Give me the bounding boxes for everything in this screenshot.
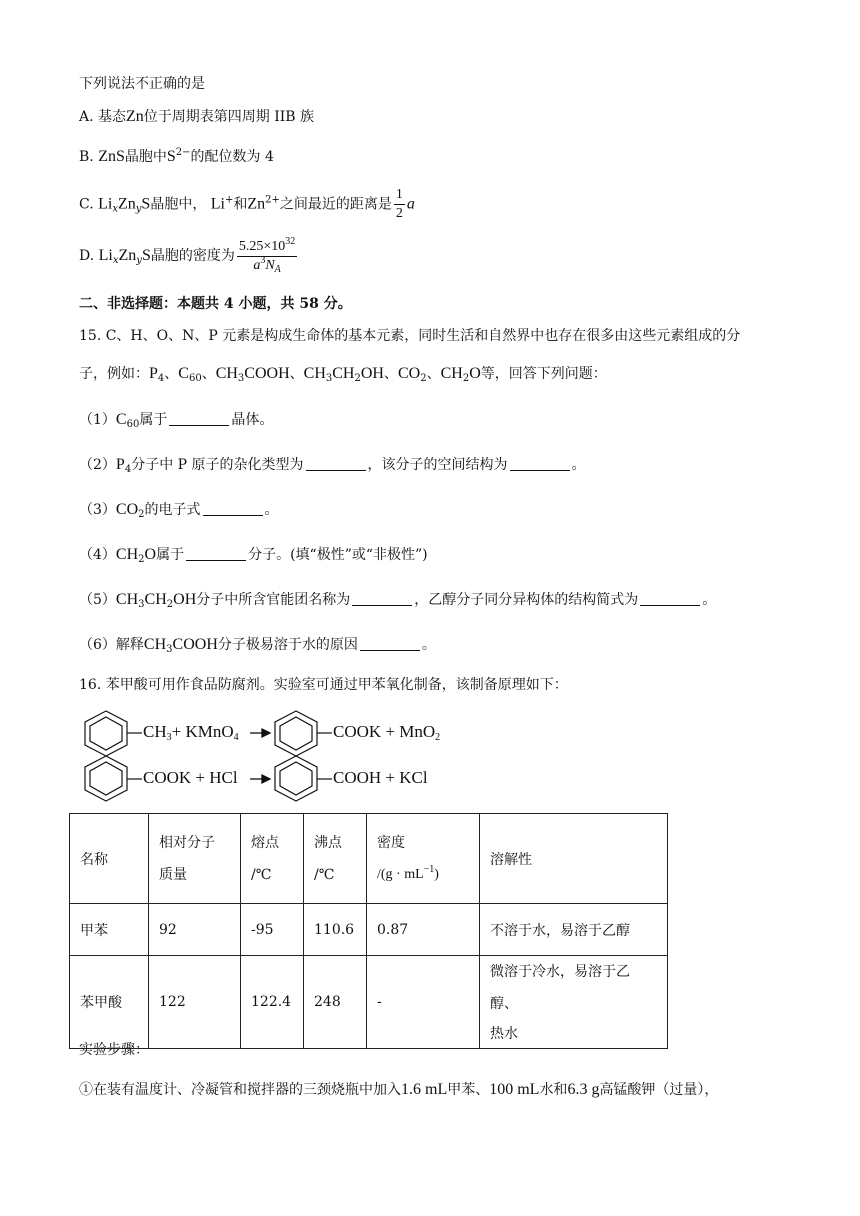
step-1: ①在装有温度计、冷凝管和搅拌器的三颈烧瓶中加入1.6 mL甲苯、100 mL水和6.3 g高锰酸钾（过量）， <box>79 1081 719 1098</box>
answer-blank[interactable] <box>510 456 570 471</box>
table-row <box>70 956 668 1049</box>
answer-blank[interactable] <box>186 546 246 561</box>
cell-density: - <box>367 956 480 1049</box>
reaction2-reactant-text: COOK + HCl <box>143 768 238 787</box>
steps-title: 实验步骤： <box>79 1042 149 1058</box>
q14-option-b: B. ZnS晶胞中$S^{2-}$的配位数为 4 <box>79 147 274 165</box>
table-header-row <box>70 814 668 904</box>
q15-line1: 15. C、H、O、N、P 元素是构成生命体的基本元素，同时生活和自然界中也存在很多由这些元素组成的分 <box>79 328 741 344</box>
properties-table <box>69 813 668 1049</box>
q14-option-d: D. $Li_xZn_yS$晶胞的密度为 $\frac{5.25\times 10^{32}}{a^3N_A}$ <box>79 235 296 275</box>
q15-part3: $(3)CO_2$的电子式 。 <box>79 501 279 520</box>
cell-solubility: 不溶于水，易溶于乙醇 <box>480 904 668 956</box>
header-name: 名称 <box>70 814 149 904</box>
reaction2-product-text: COOH + KCl <box>333 768 428 787</box>
benzene-ring-icon <box>275 711 317 756</box>
cell-bp: 110.6 <box>304 904 367 956</box>
cell-name: 苯甲酸 <box>70 956 149 1049</box>
arrow-icon <box>250 775 270 783</box>
q14-intro: 下列说法不正确的是 <box>79 76 205 92</box>
benzene-ring-icon <box>85 711 127 756</box>
fraction-half: $\frac{1}{2}$ <box>395 187 403 221</box>
answer-blank[interactable] <box>169 411 229 426</box>
header-boiling-point: 沸点 /℃ <box>304 814 367 904</box>
cell-solubility: 微溶于冷水，易溶于乙醇、 热水 <box>480 956 668 1049</box>
q16-intro: 16. 苯甲酸可用作食品防腐剂。实验室可通过甲苯氧化制备，该制备原理如下： <box>79 677 568 693</box>
reaction1-reactant-text: $CH_3+$ KMnO$_4$ <box>143 722 239 743</box>
q15-part4: $(4)CH_2O$属于 分子。(填“极性”或“非极性”) <box>79 546 428 565</box>
answer-blank[interactable] <box>640 591 700 606</box>
header-solubility: 溶解性 <box>480 814 668 904</box>
cell-mw: 122 <box>149 956 241 1049</box>
q15-part6: （6）解释$CH_3COOH$分子极易溶于水的原因 。 <box>79 636 436 655</box>
benzene-ring-icon <box>275 756 317 801</box>
header-melting-point: 熔点 /℃ <box>241 814 304 904</box>
q15-part5: $(5)CH_3CH_2OH$分子中所含官能团名称为 ，乙醇分子同分异构体的结构简式为 。 <box>79 591 717 610</box>
cell-density: 0.87 <box>367 904 480 956</box>
answer-blank[interactable] <box>306 456 366 471</box>
header-density: 密度 $/(g \cdot mL^{-1})$ <box>367 814 480 904</box>
cell-name: 甲苯 <box>70 904 149 956</box>
q15-part2: $(2)P_4$分子中 P 原子的杂化类型为 ，该分子的空间结构为 。 <box>79 456 586 475</box>
cell-bp: 248 <box>304 956 367 1049</box>
q14-option-a: A. 基态Zn位于周期表第四周期 IIB 族 <box>79 108 315 125</box>
reaction1-product-text: COOK + MnO$_2$ <box>333 722 441 743</box>
cell-mp: 122.4 <box>241 956 304 1049</box>
header-molecular-weight: 相对分子 质量 <box>149 814 241 904</box>
cell-mw: 92 <box>149 904 241 956</box>
q15-part1: $(1)C_{60}$属于 晶体。 <box>79 411 274 430</box>
table-row <box>70 904 668 956</box>
section-heading: 二、非选择题：本题共 4 小题，共 58 分。 <box>79 296 352 312</box>
answer-blank[interactable] <box>360 636 420 651</box>
arrow-icon <box>250 729 270 737</box>
cell-mp: -95 <box>241 904 304 956</box>
benzene-ring-icon <box>85 756 127 801</box>
q14-option-c: C. $Li_xZn_yS$晶胞中， Li+和$Zn^{2+}$之间最近的距离是 $\frac{1}{2}$ a <box>79 187 415 221</box>
q15-line2: 子，例如：$P_4$、$C_{60}$、$CH_3COOH$、$CH_3CH_2OH$、$CO_2$、$CH_2O$等，回答下列问题： <box>79 365 607 384</box>
answer-blank[interactable] <box>352 591 412 606</box>
answer-blank[interactable] <box>203 501 263 516</box>
density-fraction: $\frac{5.25\times 10^{32}}{a^3N_A}$ <box>238 235 296 275</box>
